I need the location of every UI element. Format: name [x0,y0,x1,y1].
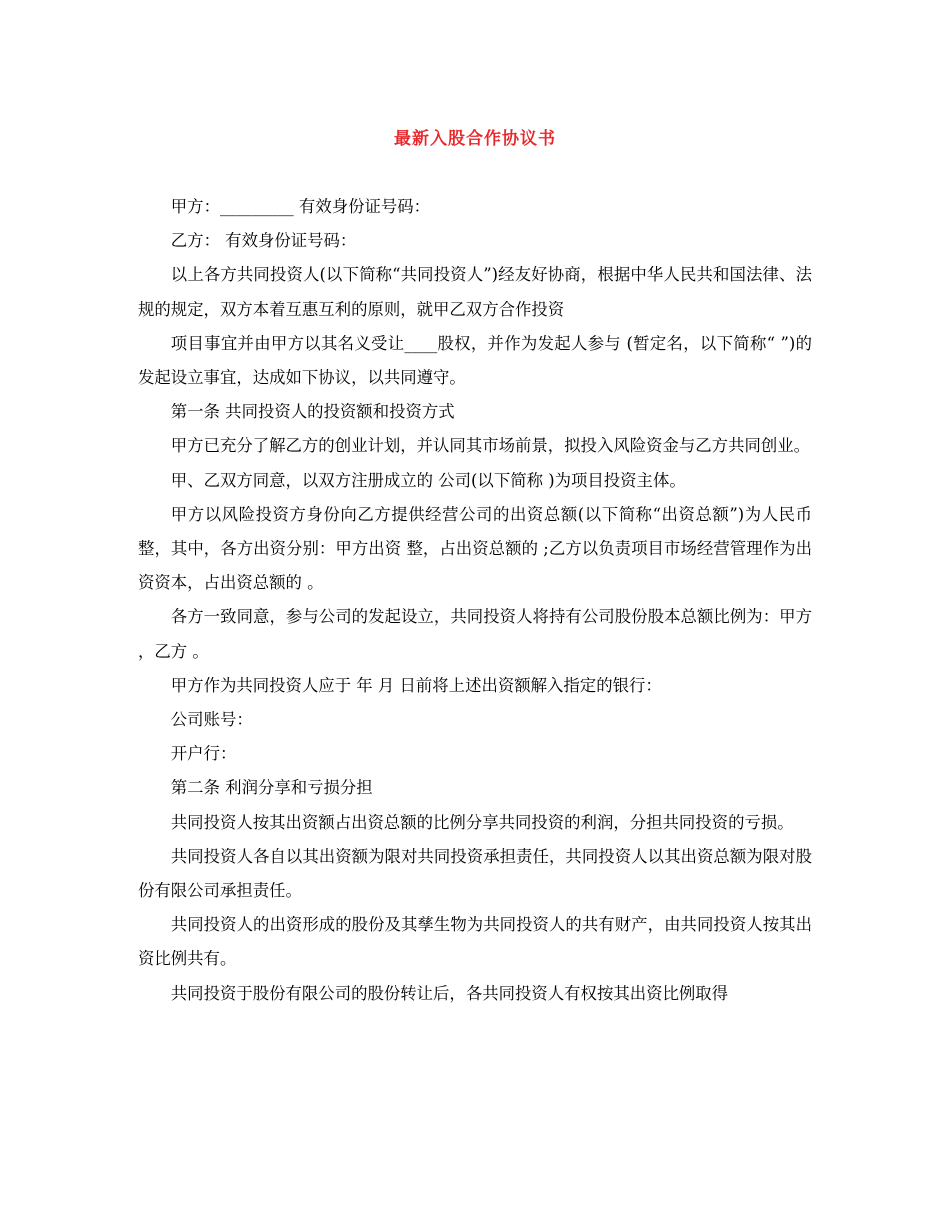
document-title: 最新入股合作协议书 [394,129,556,149]
article-2-paragraph-2: 共同投资人各自以其出资额为限对共同投资承担责任，共同投资人以其出资总额为限对股份有限公司承担责任。 [138,846,812,901]
company-account-line: 公司账号： [170,710,253,730]
article-2-heading: 第二条 利润分享和亏损分担 [170,778,373,798]
article-1-paragraph-1: 甲方已充分了解乙方的创业计划，并认同其市场前景，拟投入风险资金与乙方共同创业。 [170,436,811,456]
project-paragraph: 项目事宜并由甲方以其名义受让____股权，并作为发起人参与 (暂定名，以下简称“ ”)的发起设立事宜，达成如下协议，以共同遵守。 [138,333,812,388]
article-2-paragraph-4: 共同投资于股份有限公司的股份转让后，各共同投资人有权按其出资比例取得 [170,983,729,1003]
preamble-paragraph: 以上各方共同投资人(以下简称“共同投资人”)经友好协商，根据中华人民共和国法律、法规的规定，双方本着互惠互利的原则，就甲乙双方合作投资 [138,265,812,319]
article-1-heading: 第一条 共同投资人的投资额和投资方式 [170,402,455,422]
article-2-paragraph-1: 共同投资人按其出资额占出资总额的比例分享共同投资的利润，分担共同投资的亏损。 [170,812,794,832]
article-1-paragraph-3: 甲方以风险投资方身份向乙方提供经营公司的出资总额(以下简称“出资总额”)为人民币 整，其中，各方出资分别：甲方出资 整，占出资总额的 ;乙方以负责项目市场经营管理作为出资资本，占出资总额的 。 [138,504,812,593]
article-1-paragraph-2: 甲、乙双方同意，以双方注册成立的 公司(以下简称 )为项目投资主体。 [170,470,686,490]
party-b-line: 乙方： 有效身份证号码： [170,231,357,251]
article-1-paragraph-4: 各方一致同意，参与公司的发起设立，共同投资人将持有公司股份股本总额比例为：甲方 ，乙方 。 [138,607,812,661]
article-1-paragraph-5: 甲方作为共同投资人应于 年 月 日前将上述出资额解入指定的银行： [170,675,662,695]
article-2-paragraph-3: 共同投资人的出资形成的股份及其孳生物为共同投资人的共有财产，由共同投资人按其出资比例共有。 [138,915,812,969]
document-body [138,190,812,1011]
bank-line: 开户行： [170,744,237,764]
party-a-line: 甲方：_________ 有效身份证号码： [170,197,431,216]
